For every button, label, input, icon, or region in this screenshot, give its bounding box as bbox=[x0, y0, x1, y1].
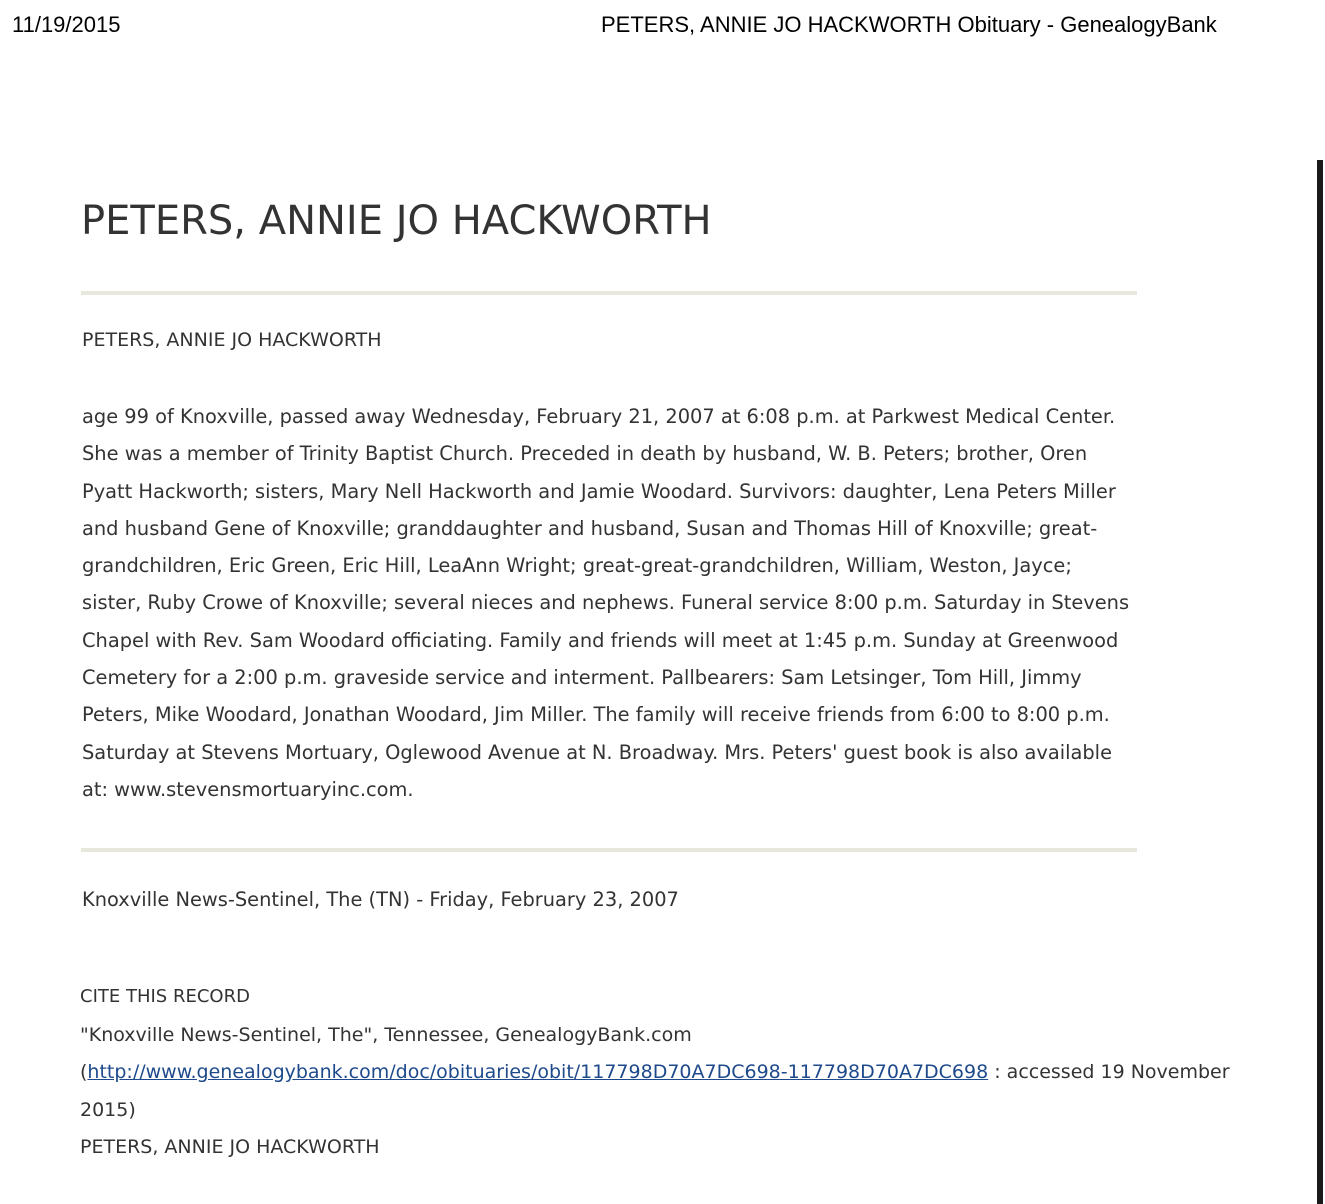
scrollbar-edge bbox=[1317, 160, 1323, 1204]
obituary-source: Knoxville News-Sentinel, The (TN) - Friday, February 23, 2007 bbox=[82, 888, 679, 911]
citation-accessed: : accessed 19 November bbox=[988, 1061, 1230, 1084]
print-header-date: 11/19/2015 bbox=[12, 12, 121, 37]
citation-block bbox=[80, 1017, 1280, 1166]
print-header-title: PETERS, ANNIE JO HACKWORTH Obituary - GenealogyBank bbox=[601, 12, 1217, 37]
obituary-title: PETERS, ANNIE JO HACKWORTH bbox=[81, 198, 712, 244]
citation-link[interactable]: http://www.genealogybank.com/doc/obituaries/obit/117798D70A7DC698-117798D70A7DC698 bbox=[87, 1061, 989, 1084]
divider-top bbox=[81, 291, 1137, 295]
citation-record-name: PETERS, ANNIE JO HACKWORTH bbox=[80, 1135, 380, 1158]
citation-publication: "Knoxville News-Sentinel, The", Tennessee, GenealogyBank.com bbox=[80, 1024, 692, 1046]
citation-open-paren: ( bbox=[80, 1061, 88, 1084]
divider-bottom bbox=[81, 848, 1137, 852]
obituary-text: age 99 of Knoxville, passed away Wednesday, February 21, 2007 at 6:08 p.m. at Parkwest Medical Center. She was a member of Trinity Baptist Church. Preceded in death by husband, W. B. Peters; brother, Oren Pyatt Hackworth; sisters, Mary Nell Hackworth and Jamie Woodard. Survivors: daughter, Lena Peters Miller and husband Gene of Knoxville; granddaughter and husband, Susan and Thomas Hill of Knoxville; great-grandchildren, Eric Green, Eric Hill, LeaAnn Wright; great-great-grandchildren, William, Weston, Jayce; sister, Ruby Crowe of Knoxville; several nieces and nephews. Funeral service 8:00 p.m. Saturday in Stevens Chapel with Rev. Sam Woodard officiating. Family and friends will meet at 1:45 p.m. Sunday at Greenwood Cemetery for a 2:00 p.m. graveside service and interment. Pallbearers: Sam Letsinger, Tom Hill, Jimmy Peters, Mike Woodard, Jonathan Woodard, Jim Miller. The family will receive friends from 6:00 to 8:00 p.m. Saturday at Stevens Mortuary, Oglewood Avenue at N. Broadway. Mrs. Peters' guest book is also available at: www.stevensmortuaryinc.com. bbox=[82, 405, 1130, 801]
cite-heading: CITE THIS RECORD bbox=[80, 986, 250, 1007]
citation-url-line bbox=[80, 1054, 1280, 1091]
citation-accessed-year: 2015) bbox=[80, 1098, 136, 1121]
obituary-name-line: PETERS, ANNIE JO HACKWORTH bbox=[82, 329, 382, 351]
